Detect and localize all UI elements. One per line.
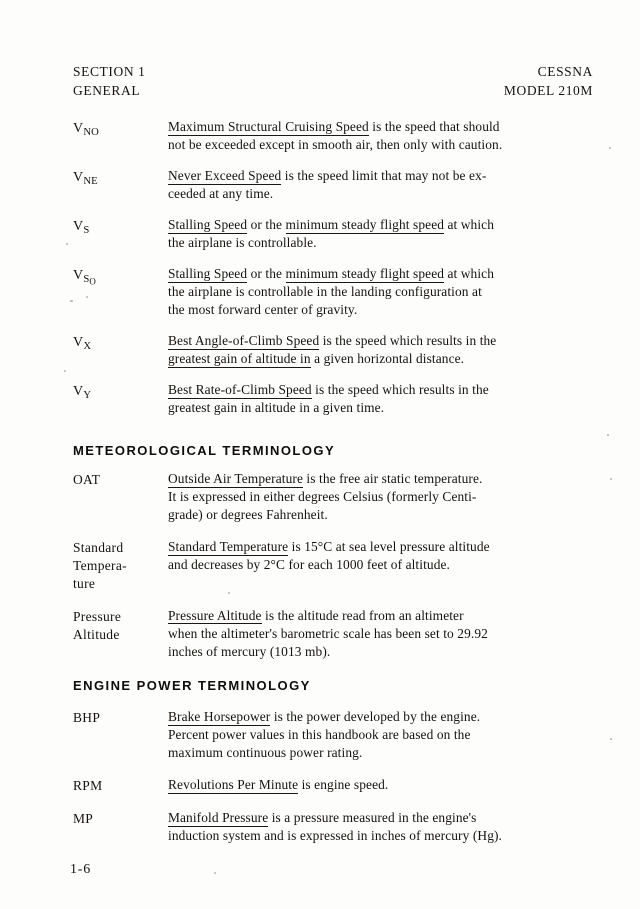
definition-line: Stalling Speed or the minimum steady flight speed at which [168, 217, 495, 233]
definition-line: Manifold Pressure is a pressure measured in the engine's [168, 810, 477, 826]
v-speed-symbol [73, 332, 168, 354]
definition-line: Best Rate-of-Climb Speed is the speed which results in the [168, 382, 489, 398]
meteorological-terminology-list [73, 470, 604, 675]
definition-entry [73, 809, 604, 845]
v-speed-subscript: S [83, 224, 90, 236]
definition-line: Brake Horsepower is the power developed by the engine. [168, 709, 481, 724]
v-speed-glyph: $V_X$ [73, 335, 92, 353]
definition-entry [73, 167, 604, 203]
definition-body [168, 216, 604, 252]
definition-entry [73, 118, 604, 154]
definition-entry [73, 607, 604, 661]
definition-term-label [73, 538, 168, 593]
speed-terminology-list [73, 118, 604, 430]
running-head [73, 62, 593, 100]
definition-line: Stalling Speed or the minimum steady flight speed at which [168, 266, 495, 282]
definition-line: greatest gain in altitude in a given time. [168, 400, 385, 416]
definition-entry [73, 470, 604, 524]
v-speed-subsubscript: O [89, 276, 97, 287]
definition-entry [73, 381, 604, 417]
defined-term: minimum steady flight speed [285, 266, 445, 282]
definition-term-label: RPM [73, 778, 103, 794]
definition-line: greatest gain of altitude in a given horizontal distance. [168, 351, 465, 367]
v-speed-glyph: $V_{NO}$ [73, 121, 100, 138]
definition-line: Maximum Structural Cruising Speed is the speed that should [168, 119, 500, 134]
scan-speck [66, 243, 68, 245]
definition-line: when the altimeter's barometric scale has been set to 29.92 [168, 625, 488, 641]
definition-line: maximum continuous power rating. [168, 745, 363, 761]
definition-line: Outside Air Temperature is the free air static temperature. [168, 471, 483, 486]
section-name: GENERAL [73, 83, 141, 99]
definition-entry [73, 776, 604, 795]
scan-speck [610, 738, 612, 740]
definition-line: Percent power values in this handbook are based on the [168, 727, 471, 743]
definition-body [168, 265, 604, 319]
definition-body [168, 332, 604, 368]
running-head-left [73, 62, 146, 100]
page-number: 1-6 [70, 862, 92, 877]
definition-entry [73, 216, 604, 252]
v-speed-symbol [73, 167, 168, 189]
definition-body [168, 809, 604, 845]
definition-body [168, 118, 604, 154]
definition-body [168, 470, 604, 524]
definition-line: It is expressed in either degrees Celsius (formerly Centi- [168, 489, 477, 505]
v-speed-symbol [73, 265, 168, 288]
scan-speck [610, 478, 612, 480]
definition-line: Standard Temperature is 15°C at sea level pressure altitude [168, 539, 490, 555]
definition-term-label-line: ture [73, 576, 96, 591]
v-speed-symbol [73, 216, 168, 238]
definition-line: induction system and is expressed in inches of mercury (Hg). [168, 828, 502, 844]
definition-entry [73, 538, 604, 593]
engine-power-terminology-list [73, 708, 604, 859]
definition-line: grade) or degrees Fahrenheit. [168, 507, 328, 523]
v-speed-subscript: X [83, 341, 92, 353]
model-name: MODEL 210M [503, 83, 593, 99]
definition-body [168, 538, 604, 574]
v-speed-subscript: NO [83, 126, 100, 138]
defined-term: greatest gain of altitude in [168, 351, 311, 367]
defined-term: Best Rate-of-Climb Speed [168, 382, 312, 398]
v-speed-glyph: $V_{NE}$ [73, 170, 98, 187]
v-speed-glyph: $V_Y$ [73, 384, 92, 402]
v-speed-subscript: SO [83, 273, 97, 287]
defined-term: Outside Air Temperature [168, 471, 303, 486]
definition-line: Never Exceed Speed is the speed limit that may not be ex- [168, 168, 487, 184]
definition-term-label-line: Tempera- [73, 558, 127, 574]
definition-line: the airplane is controllable. [168, 235, 317, 251]
definition-term-label: MP [73, 811, 94, 827]
definition-line: Best Angle-of-Climb Speed is the speed which results in the [168, 333, 497, 349]
manufacturer-name: CESSNA [537, 64, 593, 79]
definition-entry [73, 708, 604, 762]
definition-entry [73, 265, 604, 319]
defined-term: Pressure Altitude [168, 607, 262, 623]
definition-body [168, 381, 604, 417]
meteorological-heading: METEOROLOGICAL TERMINOLOGY [73, 443, 336, 458]
definition-term-label [73, 607, 168, 644]
defined-term: Manifold Pressure [168, 810, 269, 826]
definition-body [168, 776, 604, 794]
scan-speck [609, 147, 611, 149]
v-speed-subscript: NE [83, 175, 98, 187]
defined-term: Stalling Speed [168, 217, 248, 233]
v-speed-glyph: $V_S$ [73, 219, 90, 236]
definition-line: and decreases by 2°C for each 1000 feet of altitude. [168, 557, 450, 573]
definition-line: Pressure Altitude is the altitude read from an altimeter [168, 607, 464, 623]
scan-speck [214, 872, 216, 874]
scan-speck [64, 370, 66, 372]
definition-line: the most forward center of gravity. [168, 302, 358, 318]
definition-body [168, 708, 604, 762]
defined-term: Standard Temperature [168, 539, 289, 555]
v-speed-symbol [73, 381, 168, 403]
definition-line: the airplane is controllable in the landing configuration at [168, 284, 482, 300]
engine-power-heading: ENGINE POWER TERMINOLOGY [73, 678, 311, 693]
defined-term: Revolutions Per Minute [168, 777, 299, 793]
definition-body [168, 607, 604, 661]
scan-speck [607, 434, 609, 436]
v-speed-symbol [73, 118, 168, 140]
defined-term: minimum steady flight speed [285, 217, 445, 233]
defined-term: Brake Horsepower [168, 709, 271, 724]
v-speed-subscript: Y [83, 390, 92, 402]
defined-term: Stalling Speed [168, 266, 248, 282]
definition-line: not be exceeded except in smooth air, then only with caution. [168, 137, 503, 153]
definition-term-label-line: Pressure [73, 608, 122, 624]
section-number: SECTION 1 [73, 64, 146, 79]
defined-term: Best Angle-of-Climb Speed [168, 333, 320, 349]
v-speed-glyph: $V_{S_O}$ [73, 268, 97, 287]
definition-term-label-line: Altitude [73, 626, 120, 642]
defined-term: Maximum Structural Cruising Speed [168, 119, 369, 134]
definition-term-label: BHP [73, 710, 101, 725]
definition-term-label: OAT [73, 472, 101, 487]
definition-line: inches of mercury (1013 mb). [168, 644, 331, 660]
definition-body [168, 167, 604, 203]
definition-entry [73, 332, 604, 368]
definition-term-label-line: Standard [73, 540, 124, 556]
defined-term: Never Exceed Speed [168, 168, 282, 184]
definition-line: Revolutions Per Minute is engine speed. [168, 777, 389, 793]
running-head-right [504, 62, 593, 100]
definition-line: ceeded at any time. [168, 186, 274, 202]
